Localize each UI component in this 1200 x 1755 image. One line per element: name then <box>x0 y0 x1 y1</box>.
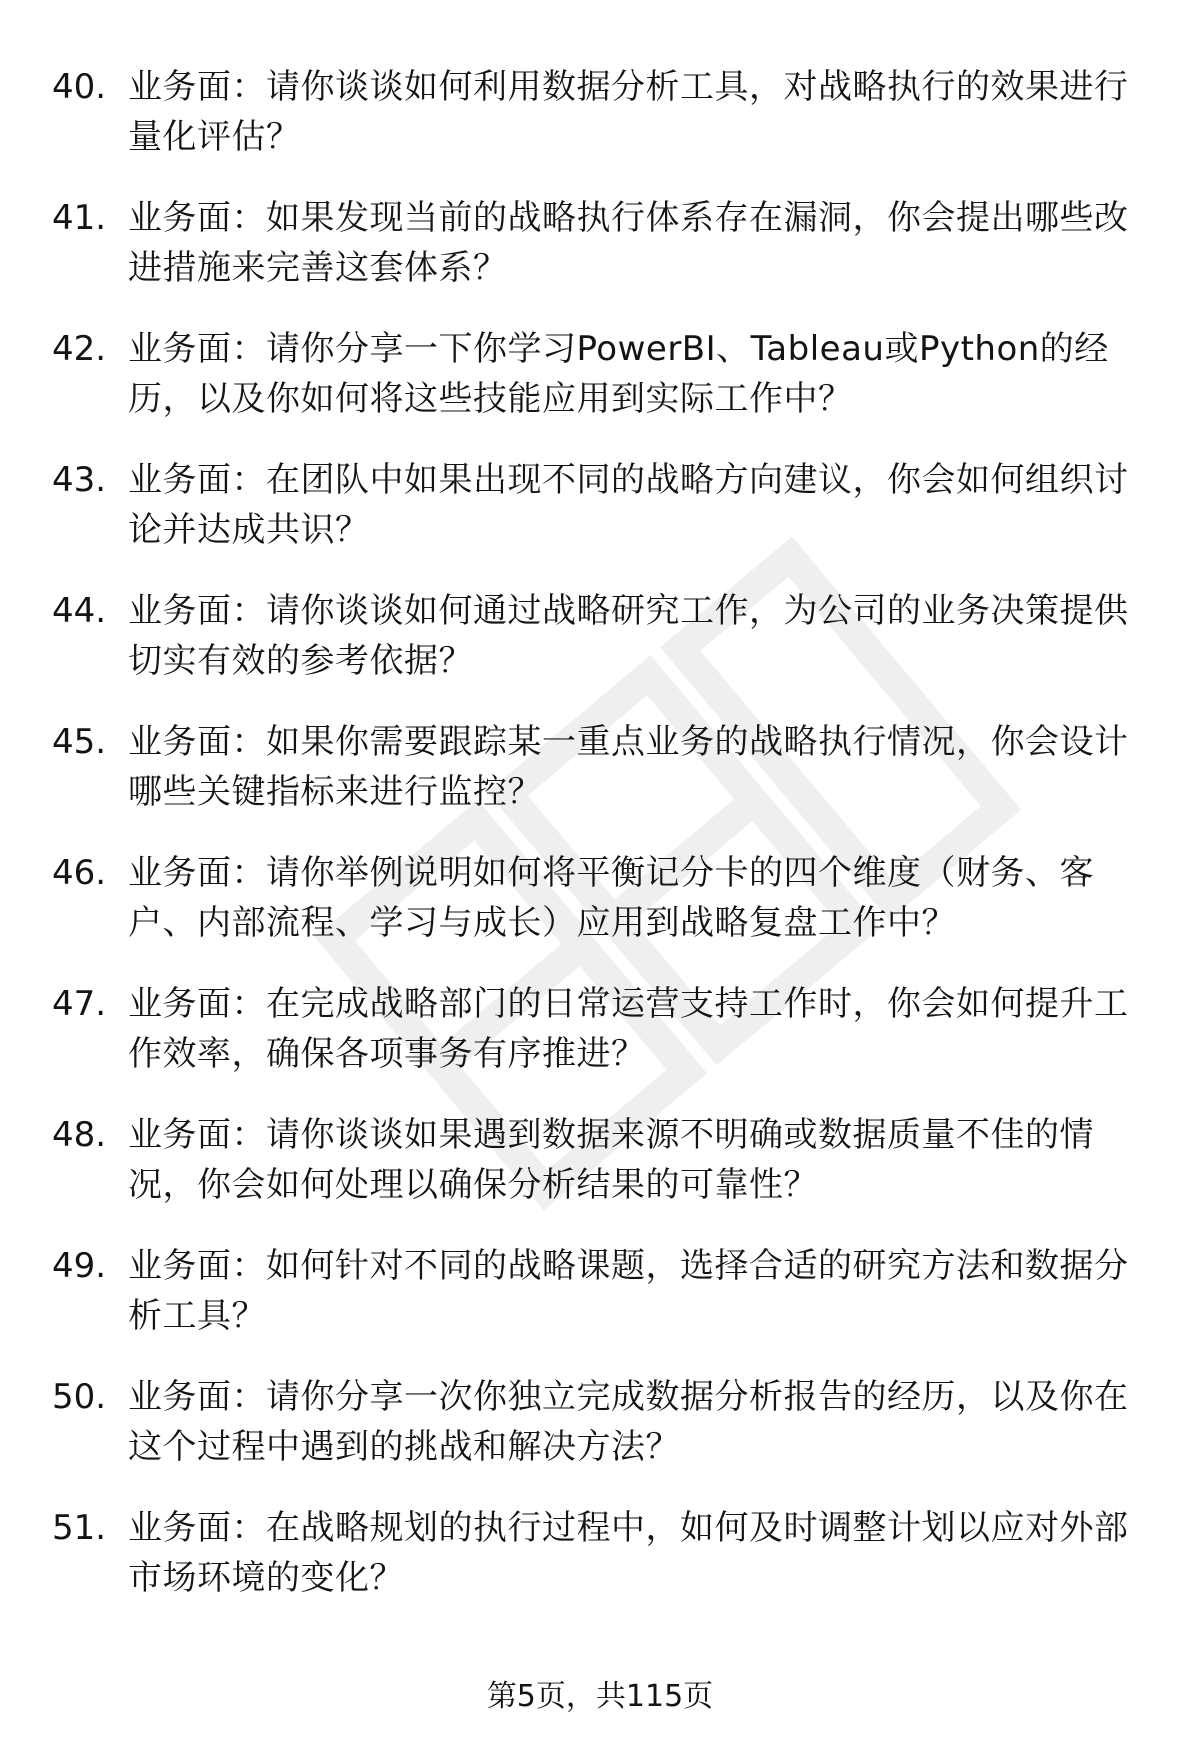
list-item <box>0 979 1200 1110</box>
question-number: 49. <box>52 1246 107 1286</box>
list-item <box>0 1110 1200 1241</box>
question-number: 45. <box>52 722 107 762</box>
question-number: 50. <box>52 1377 107 1417</box>
question-text: 业务面：如果发现当前的战略执行体系存在漏洞，你会提出哪些改进措施来完善这套体系？ <box>128 198 1129 288</box>
question-text: 业务面：请你分享一下你学习PowerBI、Tableau或Python的经历，以及你如何将这些技能应用到实际工作中？ <box>128 329 1109 419</box>
list-item <box>0 193 1200 324</box>
question-number: 51. <box>52 1508 107 1548</box>
question-text: 业务面：请你分享一次你独立完成数据分析报告的经历，以及你在这个过程中遇到的挑战和解决方法？ <box>128 1377 1129 1467</box>
question-text: 业务面：在战略规划的执行过程中，如何及时调整计划以应对外部市场环境的变化？ <box>128 1508 1129 1598</box>
question-number: 44. <box>52 591 107 631</box>
question-text: 业务面：在完成战略部门的日常运营支持工作时，你会如何提升工作效率，确保各项事务有序推进？ <box>128 984 1129 1074</box>
question-list <box>0 62 1200 1634</box>
list-item <box>0 1372 1200 1503</box>
list-item <box>0 455 1200 586</box>
question-text: 业务面：请你谈谈如果遇到数据来源不明确或数据质量不佳的情况，你会如何处理以确保分析结果的可靠性？ <box>128 1115 1094 1205</box>
list-item <box>0 1503 1200 1634</box>
question-number: 40. <box>52 67 107 107</box>
question-number: 46. <box>52 853 107 893</box>
list-item <box>0 324 1200 455</box>
question-text: 业务面：请你谈谈如何通过战略研究工作，为公司的业务决策提供切实有效的参考依据？ <box>128 591 1129 681</box>
list-item <box>0 62 1200 193</box>
question-number: 43. <box>52 460 107 500</box>
question-text: 业务面：如果你需要跟踪某一重点业务的战略执行情况，你会设计哪些关键指标来进行监控？ <box>128 722 1129 812</box>
question-text: 业务面：请你举例说明如何将平衡记分卡的四个维度（财务、客户、内部流程、学习与成长）应用到战略复盘工作中？ <box>128 853 1094 943</box>
question-text: 业务面：请你谈谈如何利用数据分析工具，对战略执行的效果进行量化评估？ <box>128 67 1129 157</box>
question-number: 47. <box>52 984 107 1024</box>
page-footer: 第5页，共115页 <box>486 1679 714 1714</box>
question-number: 48. <box>52 1115 107 1155</box>
list-item <box>0 848 1200 979</box>
question-text: 业务面：如何针对不同的战略课题，选择合适的研究方法和数据分析工具？ <box>128 1246 1129 1336</box>
question-number: 42. <box>52 329 107 369</box>
question-text: 业务面：在团队中如果出现不同的战略方向建议，你会如何组织讨论并达成共识？ <box>128 460 1129 550</box>
list-item <box>0 586 1200 717</box>
list-item <box>0 1241 1200 1372</box>
list-item <box>0 717 1200 848</box>
question-number: 41. <box>52 198 107 238</box>
